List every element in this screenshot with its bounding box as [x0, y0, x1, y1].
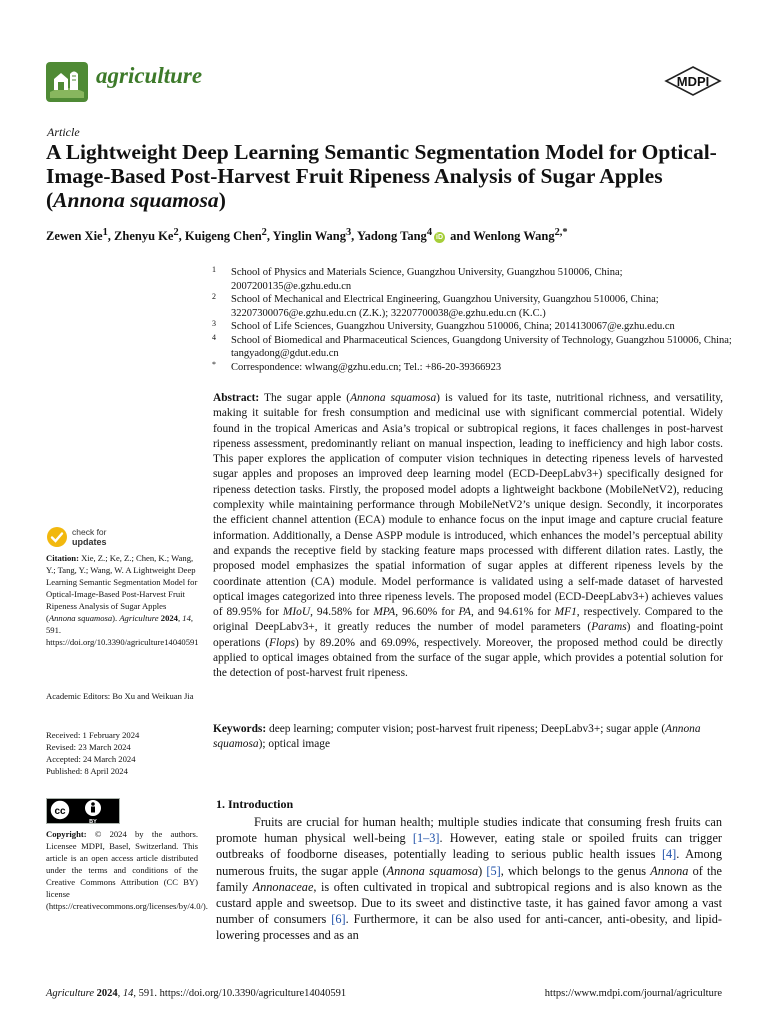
abstract-label: Abstract:: [213, 392, 260, 404]
keywords-text: ); optical image: [258, 738, 331, 751]
section-heading-introduction: 1. Introduction: [216, 797, 294, 811]
author-list: [46, 227, 736, 244]
affiliation-number: 3: [212, 319, 216, 328]
author-name[interactable]: Zewen Xie: [46, 229, 103, 244]
affiliation-item: [212, 334, 732, 361]
abstract-text: ) and floating-point operations (: [213, 621, 723, 649]
footer-volume: , 14: [117, 988, 134, 999]
author-sep: ,: [266, 229, 273, 244]
abstract-italic: MPA: [373, 606, 396, 619]
affiliation-item: [212, 266, 732, 293]
intro-text: . However, eating stale or spoiled fruits can trigger outbreaks of foodborne diseases, potentially leading to serious public health issues: [216, 831, 722, 862]
citation-link[interactable]: [5]: [486, 863, 501, 878]
intro-italic: Annonaceae: [252, 879, 314, 894]
citation-link[interactable]: [4]: [661, 847, 677, 862]
abstract-italic: Annona squamosa: [350, 392, 437, 404]
citation-journal: Agriculture: [119, 613, 159, 623]
academic-editors: Academic Editors: Bo Xu and Weikuan Jia: [46, 691, 194, 701]
abstract-text: , and 94.61% for: [470, 606, 555, 619]
introduction-paragraph: [216, 814, 722, 944]
author-affil-sup: 1: [102, 227, 108, 238]
intro-italic: Annona: [650, 863, 689, 878]
intro-text: ): [478, 863, 487, 878]
author-name[interactable]: Yadong Tang: [356, 229, 427, 244]
abstract-text: , respectively. Compared to the original DeepLabv3+, it greatly reduces the number of model parameters (: [213, 606, 723, 634]
check-updates-text: [72, 528, 107, 547]
abstract-text: , 96.60% for: [395, 606, 459, 619]
author-sep: ,: [107, 229, 115, 244]
copyright-label: Copyright:: [46, 829, 87, 839]
citation-volume: , 14: [177, 613, 191, 623]
article-title: [46, 140, 736, 212]
footer-journal: Agriculture: [46, 988, 95, 999]
accepted-date: Accepted: 24 March 2024: [46, 754, 136, 764]
abstract-italic: MF1: [554, 606, 577, 619]
abstract-text: , 94.58% for: [310, 606, 374, 619]
intro-italic: Annona squamosa: [386, 863, 479, 878]
publisher-label: MDPI: [676, 74, 710, 89]
intro-text: , which belongs to the genus: [500, 863, 651, 878]
author-affil-sup: 3: [345, 227, 352, 238]
footer-year: 2024: [94, 988, 118, 999]
keywords-label: Keywords:: [213, 723, 267, 735]
author-name[interactable]: Zhenyu Ke: [114, 229, 174, 244]
author-affil-sup: 2,*: [554, 227, 568, 238]
intro-text: , is often cultivated in tropical and subtropical regions and is also known as the custard apple and sweetsop. Due to its sweet and distinctive taste, it has gained favor among a vast number of consumers: [216, 879, 722, 927]
affiliation-number: 1: [212, 265, 216, 274]
abstract-italic: Flops: [269, 636, 296, 649]
affiliation-text: School of Physics and Materials Science, Guangzhou University, Guangzhou 510006, China; 2007200135@e.gzhu.edu.cn: [231, 267, 623, 292]
correspondence-text: Correspondence: wlwang@gzhu.edu.cn; Tel.: +86-20-39366923: [231, 361, 502, 373]
citation-link[interactable]: [6]: [331, 912, 346, 927]
keywords-text: deep learning; computer vision; post-harvest fruit ripeness; DeepLabv3+; sugar apple (: [266, 723, 666, 735]
copyright-text: © 2024 by the authors. Licensee MDPI, Basel, Switzerland. This article is an open access article distributed under the terms and conditions of the Creative Commons Attribution (CC BY) license (https://creativecommons.org/licenses/by/4.0/).: [46, 829, 208, 911]
citation-label: Citation:: [46, 553, 79, 563]
published-date: Published: 8 April 2024: [46, 766, 128, 776]
title-text: A Lightweight Deep Learning Semantic Segmentation Model for Optical-Image-Based Post-Harvest Fruit Ripeness Analysis of Sugar Apples (: [46, 140, 717, 212]
check-for-updates-button[interactable]: [46, 526, 166, 550]
intro-text: of the family: [216, 863, 722, 894]
affiliation-text: School of Life Sciences, Guangzhou University, Guangzhou 510006, China; 2014130067@e.gzhu.edu.cn: [231, 321, 675, 332]
affiliations: [212, 266, 732, 374]
check-updates-line2: updates: [72, 536, 107, 547]
author-name[interactable]: and Wenlong Wang: [450, 229, 555, 244]
journal-logo-icon: [46, 62, 88, 102]
title-species: Annona squamosa: [53, 188, 219, 212]
footer-citation: [46, 988, 346, 999]
orcid-icon[interactable]: iD: [436, 233, 444, 241]
affiliation-number: *: [212, 359, 216, 369]
publication-dates: [46, 729, 198, 777]
intro-text: . Furthermore, it can be also used for anti-cancer, anti-obesity, and lipid-lowering processes and as an: [216, 912, 722, 943]
article-type: Article: [47, 125, 80, 139]
author-affil-sup: 2: [261, 227, 267, 238]
citation-year: 2024: [158, 613, 178, 623]
title-close: ): [218, 188, 226, 212]
affiliation-number: 2: [212, 292, 216, 301]
cc-by-label: BY: [89, 819, 97, 824]
citation-text: Xie, Z.; Ke, Z.; Chen, K.; Wang, Y.; Tang, Y.; Wang, W. A Lightweight Deep Learning Semantic Segmentation Model for Optical-Image-Based Post-Harvest Fruit Ripeness Analysis of Sugar Apples (: [46, 553, 198, 623]
footer-doi[interactable]: , 591. https://doi.org/10.3390/agriculture14040591: [133, 988, 347, 999]
affiliation-text: School of Biomedical and Pharmaceutical Sciences, Guangdong University of Technology, Guangzhou 510006, China; tangyadong@gdut.edu.cn: [231, 334, 732, 359]
affiliation-number: 4: [212, 332, 216, 342]
author-sep: ,: [351, 229, 357, 244]
svg-text:cc: cc: [54, 806, 66, 817]
author-sep: ,: [178, 229, 185, 244]
cc-by-license-badge[interactable]: [46, 798, 120, 824]
citation: [46, 552, 198, 648]
journal-name[interactable]: agriculture: [96, 63, 203, 88]
abstract-text: ) is valued for its taste, nutritional richness, and versatility, making it suitable for fresh consumption and medicinal use with significant commercial potential. Widely found in the tropical Americas and Asia’s tropical or subtropical regions, it faces challenges in post-harvest ripeness assessment, predominantly reliant on manual inspection, leading to inefficiency and high labor costs. This paper explores the application of computer vision techniques in detecting ripeness levels of harvested sugar apples and proposes an improved deep learning model (ECD-DeepLabv3+) specifically designed for ripeness detection tasks. Firstly, the proposed model adopts a lightweight backbone (MobileNetV2), reducing complexity while maintaining performance through MobileNetV2’s unique design. Secondly, it incorporates the efficient channel attention (ECA) module to enhance focus on the input image and capture crucial feature information. Additionally, a Dense ASPP module is introduced, which enhances the model’s perceptual ability and expands the receptive field by stacking feature maps processed with different dilation rates. Lastly, the proposed model emphasizes the spatial information of sugar apples at different ripeness levels by the coordinate attention (CA) module. Model performance is validated using a self-made dataset of harvested optical images categorized into three ripeness levels. The proposed model (ECD-DeepLabv3+) achieves values of 89.95% for: [213, 392, 723, 619]
abstract: [213, 391, 723, 682]
author-affil-sup: 2: [173, 227, 179, 238]
affiliation-item: [212, 293, 732, 320]
intro-text: Fruits are crucial for human health; multiple studies indicate that consuming fresh fruits can promote human physical well-being: [216, 815, 722, 846]
check-updates-icon: [46, 526, 68, 548]
author-name[interactable]: Yinglin Wang: [272, 229, 346, 244]
intro-text: . Among numerous fruits, the sugar apple (: [216, 847, 722, 878]
affiliation-text: School of Mechanical and Electrical Engineering, Guangzhou University, Guangzhou 510006, China; 32207300076@e.gzhu.edu.cn (Z.K.); 32207700038@e.gzhu.edu.cn (K.C.): [231, 294, 659, 319]
keywords-italic: Annona squamosa: [213, 723, 701, 751]
keywords: [213, 722, 723, 753]
footer-journal-url[interactable]: https://www.mdpi.com/journal/agriculture: [544, 988, 722, 999]
citation-doi[interactable]: , 591. https://doi.org/10.3390/agriculture14040591: [46, 613, 199, 647]
author-name[interactable]: Kuigeng Chen: [184, 229, 262, 244]
author-affil-sup: 4: [426, 227, 433, 238]
citation-text: ).: [112, 613, 120, 623]
correspondence: [212, 361, 732, 375]
abstract-italic: PA: [458, 606, 471, 619]
abstract-text: ) by 89.20% and 69.09%, respectively. Moreover, the proposed method could be directly applied to optical images obtained from the surface of the sugar apple, which provides a potential solution for the detection of post-harvest fruit ripeness.: [213, 636, 723, 680]
affiliation-item: [212, 320, 732, 334]
citation-link[interactable]: [1–3]: [412, 831, 440, 846]
revised-date: Revised: 23 March 2024: [46, 742, 131, 752]
abstract-italic: MIoU: [282, 606, 311, 619]
abstract-italic: Params: [591, 621, 627, 634]
citation-species: Annona squamosa: [48, 613, 113, 623]
received-date: Received: 1 February 2024: [46, 730, 140, 740]
abstract-text: The sugar apple (: [259, 392, 351, 404]
check-updates-line1: check for: [72, 527, 107, 537]
copyright-notice: [46, 828, 208, 912]
mdpi-logo[interactable]: [663, 66, 723, 101]
